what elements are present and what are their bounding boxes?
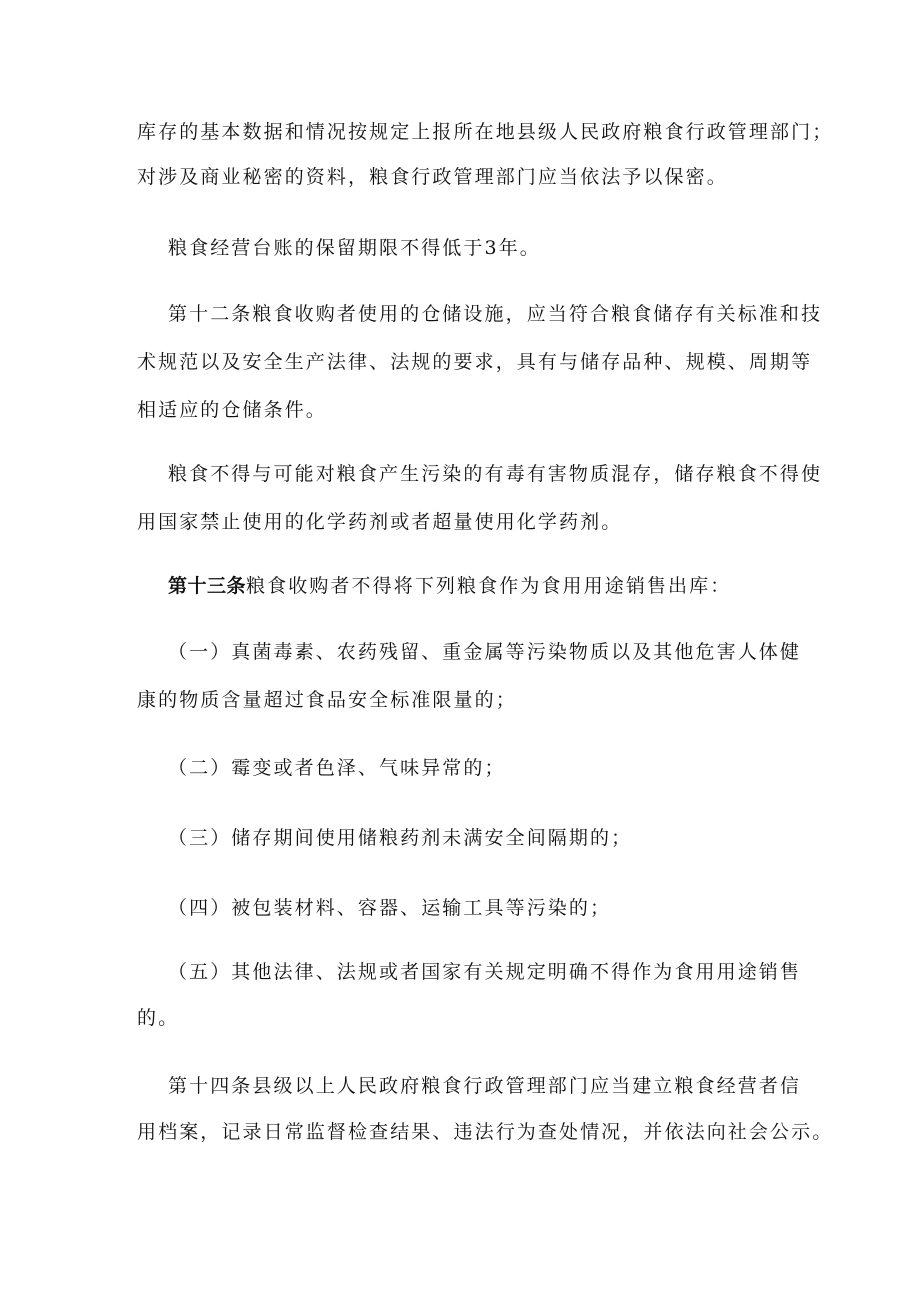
article-12-line: 第十二条粮食收购者使用的仓储设施，应当符合粮食储存有关标准和技	[168, 303, 823, 325]
list-item-3: （三）储存期间使用储粮药剂未满安全间隔期的；	[168, 827, 633, 849]
article-14-line: 第十四条县级以上人民政府粮食行政管理部门应当建立粮食经营者信	[168, 1075, 802, 1097]
list-item-5-continued: 的。	[137, 1007, 180, 1029]
paragraph-line: 用档案，记录日常监督检查结果、违法行为查处情况，并依法向社会公示。	[137, 1121, 834, 1143]
list-item-1-continued: 康的物质含量超过食品安全标准限量的；	[137, 689, 517, 711]
paragraph-line: 粮食不得与可能对粮食产生污染的有毒有害物质混存，储存粮食不得使	[168, 463, 823, 485]
list-item-4: （四）被包装材料、容器、运输工具等污染的；	[168, 897, 612, 919]
article-13-heading: 第十三条	[168, 575, 247, 597]
list-item-5: （五）其他法律、法规或者国家有关规定明确不得作为食用用途销售	[168, 961, 802, 983]
paragraph-line: 相适应的仓储条件。	[137, 399, 327, 421]
paragraph-line: 库存的基本数据和情况按规定上报所在地县级人民政府粮食行政管理部门；	[137, 121, 834, 143]
list-item-2: （二）霉变或者色泽、气味异常的；	[168, 757, 506, 779]
paragraph-line: 用国家禁止使用的化学药剂或者超量使用化学药剂。	[137, 511, 623, 533]
paragraph-line: 术规范以及安全生产法律、法规的要求，具有与储存品种、规模、周期等	[137, 351, 813, 373]
article-13-text: 粮食收购者不得将下列粮食作为食用用途销售出库：	[246, 575, 732, 597]
list-item-1: （一）真菌毒素、农药残留、重金属等污染物质以及其他危害人体健	[168, 641, 802, 663]
paragraph-line: 粮食经营台账的保留期限不得低于3年。	[168, 237, 541, 259]
article-13-line	[168, 573, 731, 599]
paragraph-line: 对涉及商业秘密的资料，粮食行政管理部门应当依法予以保密。	[137, 166, 728, 188]
